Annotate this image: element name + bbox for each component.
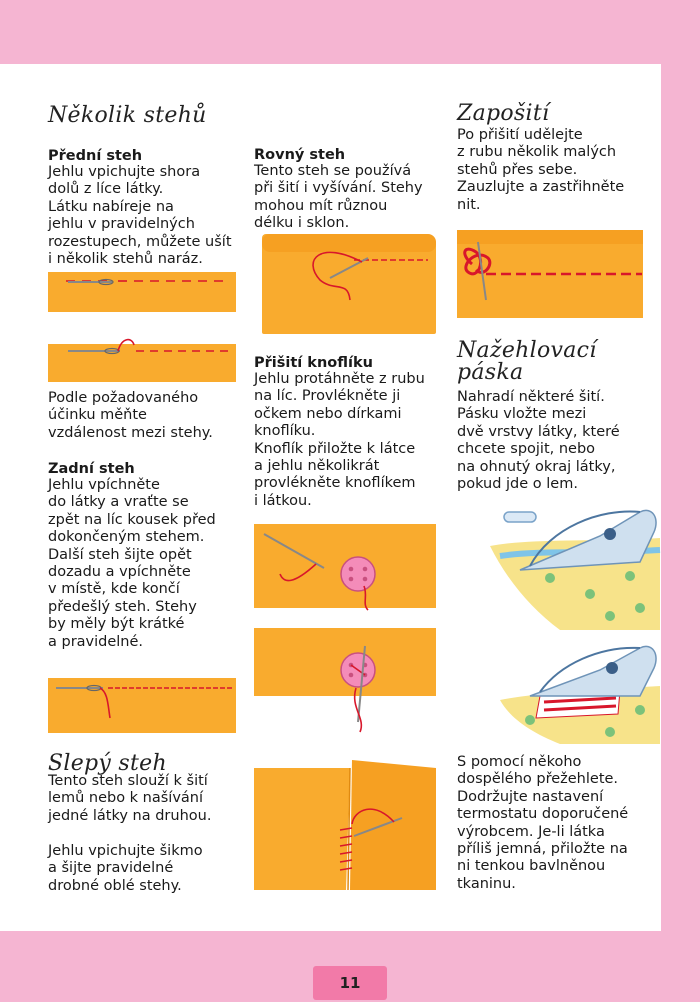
back-stitch-illustration xyxy=(48,678,236,733)
finishing-illustration xyxy=(450,230,650,320)
button-heading: Přišití knoflíku xyxy=(254,355,373,371)
finishing-title: Zapošití xyxy=(457,101,550,126)
tape-text-2: S pomocí někoho dospělého přežehlete. Dodržujte nastavení termostatu doporučené výrobcem. Je-li látka příliš jemná, přiložte na ni tenkou bavlněnou tkaninu. xyxy=(457,754,629,892)
page-number: 11 xyxy=(313,966,387,1000)
tape-title-line-2: páska xyxy=(457,360,524,385)
button-text: Jehlu protáhněte z rubu na líc. Provlékněte ji očkem nebo dírkami knoflíku. Knoflík přiložte k látce a jehlu několikrát provlékněte knoflíkem i látkou. xyxy=(254,371,425,509)
back-stitch-text: Jehlu vpíchněte do látky a vraťte se zpět na líc kousek před dokončeným stehem. Další steh šijte opět dozadu a vpíchněte v místě, kde končí předešlý steh. Stehy by měly být krátké a pravidelné. xyxy=(48,477,216,650)
iron-illustration-1 xyxy=(490,498,660,633)
blind-stitch-illustration xyxy=(254,760,436,900)
button-illustration-2 xyxy=(254,628,436,738)
front-stitch-text: Jehlu vpichujte shora dolů z líce látky. Látku nabíreje na jehlu v pravidelných rozestupech, můžete ušít i několik stehů naráz. xyxy=(48,164,232,268)
blind-stitch-text-2: Jehlu vpichujte šikmo a šijte pravidelné drobné oblé stehy. xyxy=(48,843,203,894)
front-stitch-after-text: Podle požadovaného účinku měňte vzdálenost mezi stehy. xyxy=(48,390,213,441)
blind-stitch-heading: Slepý steh xyxy=(48,751,167,776)
button-illustration-1 xyxy=(254,524,436,614)
front-stitch-illustration-1 xyxy=(48,272,236,312)
finishing-text: Po přišití udělejte z rubu několik malých stehů přes sebe. Zauzlujte a zastřihněte nit. xyxy=(457,127,625,213)
straight-stitch-heading: Rovný steh xyxy=(254,147,346,163)
tape-text: Nahradí některé šití. Pásku vložte mezi dvě vrstvy látky, které chcete spojit, nebo na ohnutý okraj látky, pokud jde o lem. xyxy=(457,389,620,493)
tape-title-line-1: Nažehlovací xyxy=(457,338,597,363)
blind-stitch-text: Tento steh slouží k šití lemů nebo k našívání jedné látky na druhou. xyxy=(48,773,212,824)
front-stitch-illustration-2 xyxy=(48,335,236,385)
iron-illustration-2 xyxy=(500,640,660,745)
tape-icon xyxy=(504,512,536,522)
iron-icon-2 xyxy=(606,662,618,674)
straight-stitch-illustration xyxy=(250,230,450,340)
straight-stitch-text: Tento steh se používá při šití i vyšívání. Stehy mohou mít různou délku i sklon. xyxy=(254,163,423,232)
iron-icon xyxy=(604,528,616,540)
back-stitch-heading: Zadní steh xyxy=(48,461,135,477)
front-stitch-heading: Přední steh xyxy=(48,148,143,164)
section-title-stitches: Několik stehů xyxy=(48,103,207,128)
